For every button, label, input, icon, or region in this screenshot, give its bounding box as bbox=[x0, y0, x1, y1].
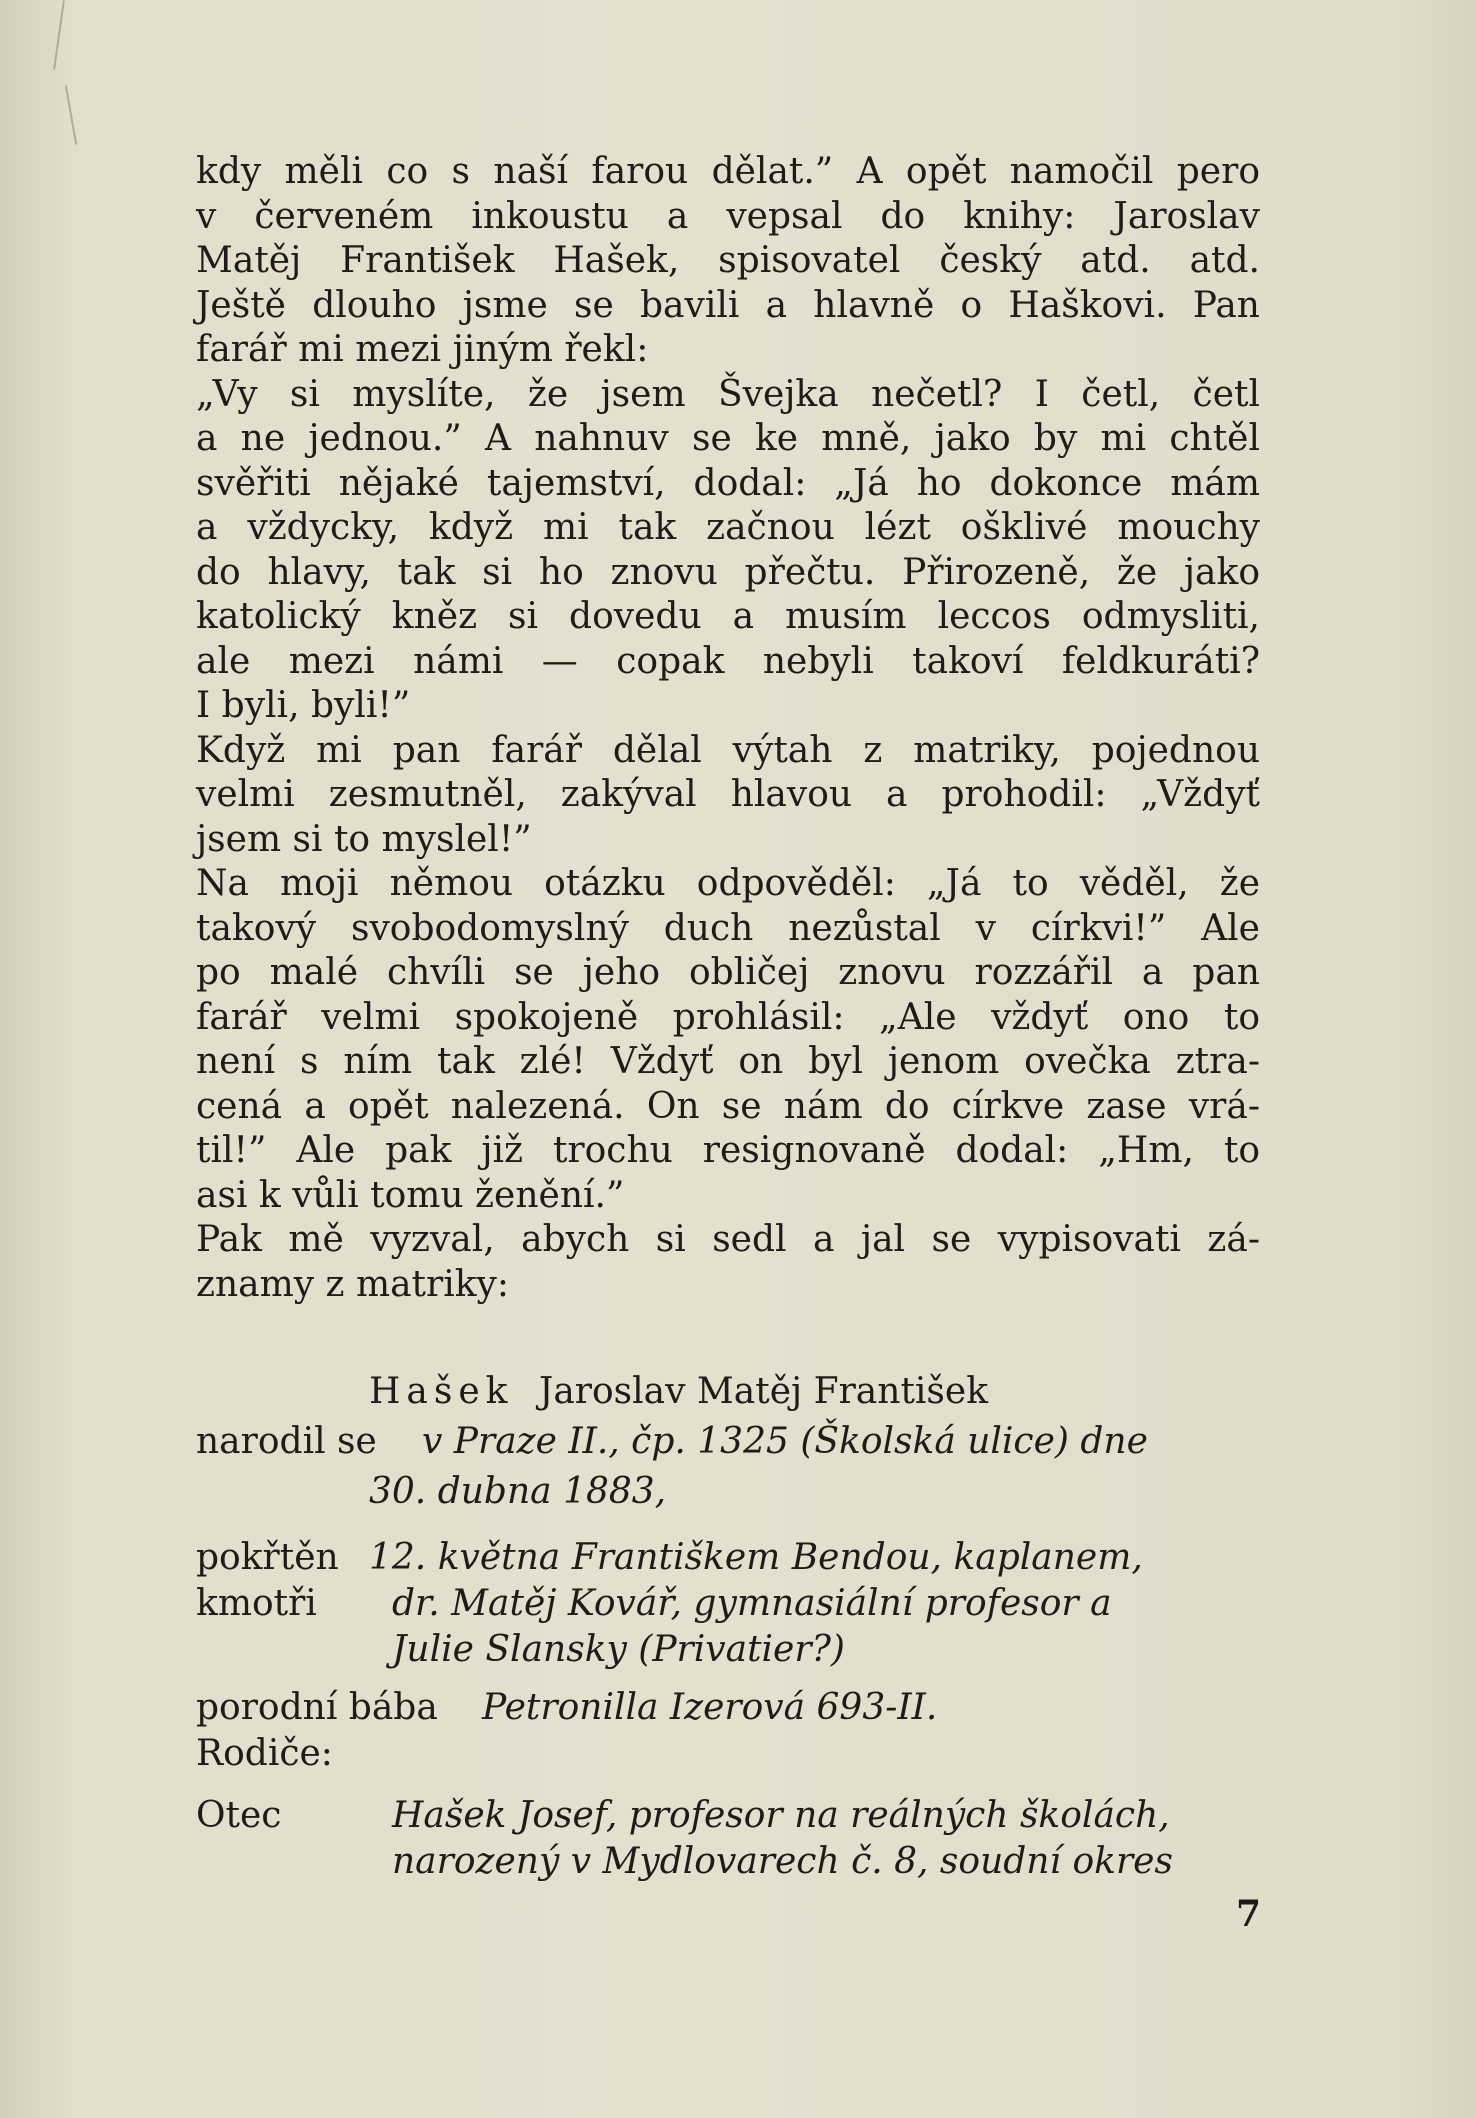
godparents-value: dr. Matěj Kovář, gymnasiální profesor a bbox=[392, 1583, 1112, 1624]
text-line: ale mezi námi — copak nebyli takoví feldkuráti? bbox=[196, 640, 1260, 682]
text-line: til!” Ale pak již trochu resignovaně dodal: „Hm, to bbox=[196, 1130, 1260, 1171]
text-line: Matěj František Hašek, spisovatel český atd. atd. bbox=[196, 240, 1260, 281]
text-line: Když mi pan farář dělal výtah z matriky, pojednou bbox=[196, 729, 1260, 771]
godparents-value-continued: Julie Slansky (Privatier?) bbox=[392, 1629, 845, 1670]
record-given-names: Jaroslav Matěj František bbox=[538, 1371, 989, 1412]
text-line: asi k vůli tomu ženění.” bbox=[196, 1174, 625, 1216]
record-surname: Hašek bbox=[369, 1371, 514, 1412]
baptized-value: 12. května Františkem Bendou, kaplanem, bbox=[369, 1537, 1143, 1578]
text-line: Na moji němou otázku odpověděl: „Já to věděl, že bbox=[196, 863, 1260, 904]
midwife-value: Petronilla Izerová 693-II. bbox=[482, 1687, 938, 1728]
text-line: katolický kněz si dovedu a musím leccos odmysliti, bbox=[196, 596, 1260, 637]
text-line: Ještě dlouho jsme se bavili a hlavně o Haškovi. Pan bbox=[196, 284, 1260, 326]
text-line: takový svobodomyslný duch nezůstal v církvi!” Ale bbox=[196, 907, 1260, 949]
midwife-label: porodní bába bbox=[196, 1687, 438, 1728]
father-label: Otec bbox=[196, 1795, 282, 1836]
page-number: 7 bbox=[1236, 1893, 1262, 1935]
text-line: kdy měli co s naší farou dělat.” A opět namočil pero bbox=[196, 151, 1260, 192]
text-line: svěřiti nějaké tajemství, dodal: „Já ho dokonce mám bbox=[196, 462, 1260, 504]
text-line: farář mi mezi jiným řekl: bbox=[196, 329, 649, 370]
text-line: Pak mě vyzval, abych si sedl a jal se vypisovati zá- bbox=[196, 1219, 1260, 1260]
text-line: a ne jednou.” A nahnuv se ke mně, jako by mi chtěl bbox=[196, 418, 1260, 459]
text-line: do hlavy, tak si ho znovu přečtu. Přirozeně, že jako bbox=[196, 551, 1260, 593]
text-line: I byli, byli!” bbox=[196, 685, 411, 726]
godparents-label: kmotři bbox=[196, 1583, 317, 1624]
baptized-label: pokřtěn bbox=[196, 1537, 339, 1578]
parents-label: Rodiče: bbox=[196, 1733, 333, 1774]
text-line: znamy z matriky: bbox=[196, 1263, 510, 1305]
text-line: „Vy si myslíte, že jsem Švejka nečetl? I četl, četl bbox=[196, 373, 1260, 415]
text-line: není s ním tak zlé! Vždyť on byl jenom ovečka ztra- bbox=[196, 1041, 1260, 1082]
text-line: cená a opět nalezená. On se nám do církve zase vrá- bbox=[196, 1085, 1260, 1127]
father-value: Hašek Josef, profesor na reálných školách, bbox=[392, 1795, 1170, 1836]
born-label: narodil se bbox=[196, 1421, 377, 1462]
text-line: farář velmi spokojeně prohlásil: „Ale vždyť ono to bbox=[196, 996, 1260, 1038]
record-name-heading bbox=[369, 1370, 1433, 1415]
father-value-continued: narozený v Mydlovarech č. 8, soudní okres bbox=[392, 1841, 1173, 1882]
text-line: jsem si to myslel!” bbox=[196, 818, 532, 860]
text-line: a vždycky, když mi tak začnou lézt ošklivé mouchy bbox=[196, 507, 1260, 548]
text-line: velmi zesmutněl, zakýval hlavou a prohodil: „Vždyť bbox=[196, 774, 1260, 815]
text-line: po malé chvíli se jeho obličej znovu rozzářil a pan bbox=[196, 952, 1260, 993]
born-value: v Praze II., čp. 1325 (Školská ulice) dne bbox=[422, 1421, 1148, 1462]
born-date: 30. dubna 1883, bbox=[369, 1471, 667, 1512]
body-text bbox=[196, 150, 1260, 1307]
text-line: v červeném inkoustu a vepsal do knihy: Jaroslav bbox=[196, 195, 1260, 237]
registry-record bbox=[196, 1370, 1260, 1890]
